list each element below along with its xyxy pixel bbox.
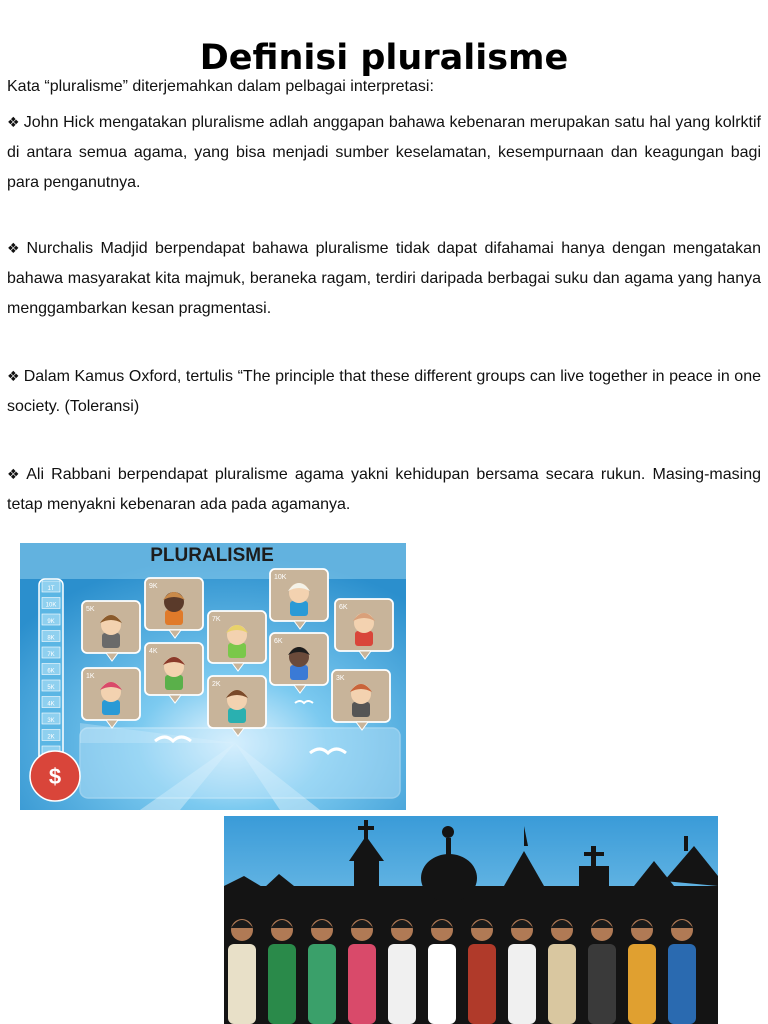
dollar-icon: $: [48, 764, 62, 789]
scale-label: 1T: [47, 586, 55, 592]
paragraph-text: Nurchalis Madjid berpendapat bahawa pluralisme tidak dapat difahamai hanya dengan mengatakan bahawa masyarakat kita majmuk, beraneka ragam, terdiri daripada berbagai suku dan agama yang hanya menggambarkan kesan pragmentasi.: [7, 240, 761, 317]
scale-label: 5K: [47, 685, 55, 691]
card-label: 6K: [274, 638, 283, 645]
card-label: 9K: [149, 583, 158, 590]
infographic-heading: PLURALISME: [150, 545, 274, 566]
paragraph-nurchalis: [7, 233, 761, 324]
paragraph-oxford: [7, 361, 761, 422]
paragraph-text: Ali Rabbani berpendapat pluralisme agama yakni kehidupan bersama secara rukun. Masing-masing tetap menyakni kebenaran ada pada agamanya.: [7, 466, 761, 513]
paragraph-text: John Hick mengatakan pluralisme adlah anggapan bahawa kebenaran merupakan satu hal yang kolrktif di antara semua agama, yang bisa menjadi sumber keselamatan, kesempurnaan dan keagungan bagi para penganutnya.: [7, 114, 761, 191]
diamond-bullet-icon: ❖: [7, 368, 20, 384]
card-label: 6K: [339, 604, 348, 611]
card-label: 5K: [86, 606, 95, 613]
scale-label: 9K: [47, 619, 55, 625]
paragraph-ali-rabbani: [7, 459, 761, 520]
intro-text: Kata “pluralisme” diterjemahkan dalam pelbagai interpretasi:: [7, 78, 434, 95]
person-figure: [628, 919, 656, 1024]
paragraph-text: Dalam Kamus Oxford, tertulis “The principle that these different groups can live together in peace in one society. (Toleransi): [7, 368, 761, 415]
scale-label: 2K: [47, 734, 55, 741]
person-figure: [308, 919, 336, 1024]
person-figure: [268, 919, 296, 1024]
paragraph-john-hick: [7, 107, 761, 198]
card-label: 3K: [336, 675, 345, 682]
diamond-bullet-icon: ❖: [7, 114, 20, 130]
character-card: [145, 578, 203, 638]
person-figure: [548, 919, 576, 1024]
card-label: 7K: [212, 616, 221, 623]
card-label: 2K: [212, 681, 221, 688]
diamond-bullet-icon: ❖: [7, 466, 23, 482]
mosque-crescent-icon: [442, 826, 454, 838]
card-label: 4K: [149, 648, 158, 655]
person-figure: [468, 919, 496, 1024]
scale-label: 10K: [45, 602, 57, 609]
person-figure: [228, 919, 256, 1024]
person-figure: [348, 919, 376, 1024]
character-card: [270, 569, 328, 629]
page-title: Definisi pluralisme: [199, 38, 569, 78]
scale-label: 3K: [47, 718, 55, 724]
character-card: [145, 643, 203, 703]
character-card: [208, 676, 266, 736]
person-figure: [508, 919, 536, 1024]
person-figure: [428, 919, 456, 1024]
card-label: 10K: [274, 574, 287, 581]
person-figure: [588, 919, 616, 1024]
scale-label: 4K: [47, 701, 55, 708]
scale-label: 8K: [47, 635, 55, 642]
person-figure: [668, 919, 696, 1024]
character-card: [335, 599, 393, 659]
character-card: [82, 668, 140, 728]
character-card: [270, 633, 328, 693]
person-figure: [388, 919, 416, 1024]
diamond-bullet-icon: ❖: [7, 240, 23, 256]
scale-label: 7K: [47, 652, 55, 658]
character-card: [208, 611, 266, 671]
character-card: [332, 670, 390, 730]
card-label: 1K: [86, 673, 95, 680]
scale-label: 6K: [47, 668, 55, 675]
pluralisme-infographic: [20, 543, 406, 810]
diverse-people-photo: [224, 816, 718, 1024]
character-card: [82, 601, 140, 661]
